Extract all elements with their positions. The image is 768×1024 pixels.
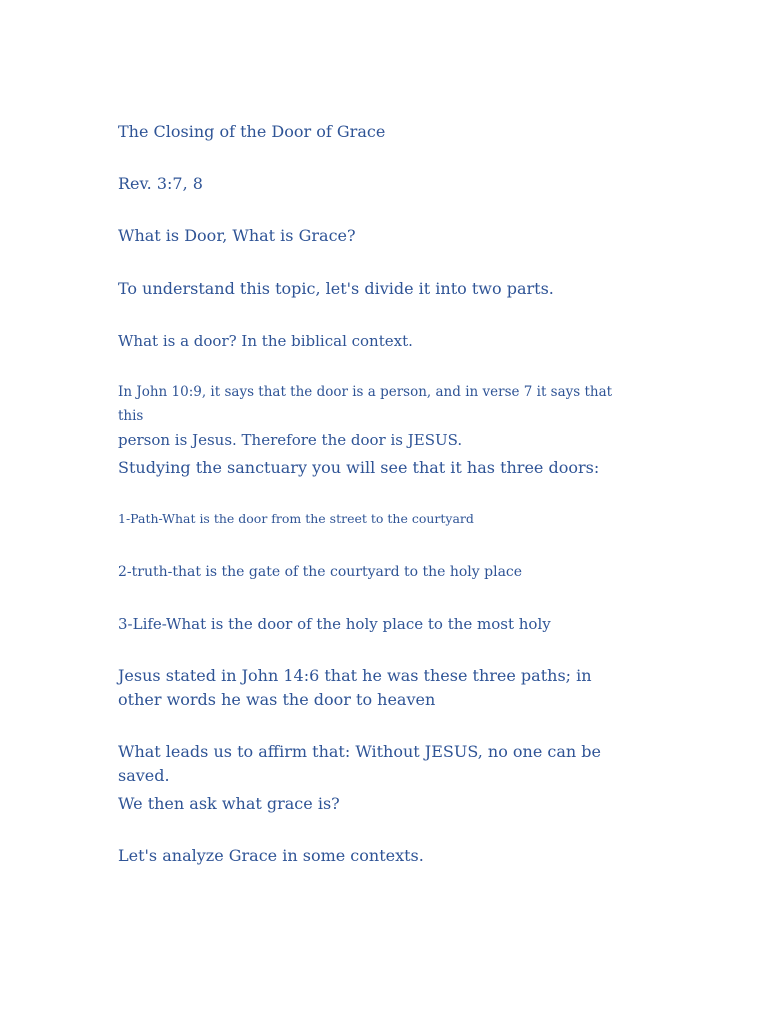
scripture-reference: Rev. 3:7, 8 — [118, 174, 203, 193]
analyze-grace-paragraph: Let's analyze Grace in some contexts. — [118, 846, 424, 865]
door-question-paragraph: What is a door? In the biblical context. — [118, 332, 413, 350]
intro-paragraph: To understand this topic, let's divide it into two parts. — [118, 279, 554, 298]
document-title: The Closing of the Door of Grace — [118, 122, 386, 141]
grace-question-paragraph: We then ask what grace is? — [118, 794, 340, 813]
sanctuary-paragraph: Studying the sanctuary you will see that it has three doors: — [118, 458, 600, 477]
door-item-life: 3-Life-What is the door of the holy place to the most holy — [118, 615, 551, 633]
affirm-paragraph: What leads us to affirm that: Without JESUS, no one can be saved. — [118, 742, 602, 785]
john-line-2: person is Jesus. Therefore the door is JESUS. — [118, 431, 463, 449]
jesus-paths-paragraph: Jesus stated in John 14:6 that he was these three paths; in other words he was the door to heaven — [118, 666, 592, 709]
john-paragraph — [118, 380, 638, 452]
john-line-1: In John 10:9, it says that the door is a person, and in verse 7 it says that this — [118, 384, 613, 424]
door-item-path: 1-Path-What is the door from the street to the courtyard — [118, 511, 474, 526]
question-paragraph: What is Door, What is Grace? — [118, 226, 356, 245]
door-item-truth: 2-truth-that is the gate of the courtyard to the holy place — [118, 564, 523, 580]
